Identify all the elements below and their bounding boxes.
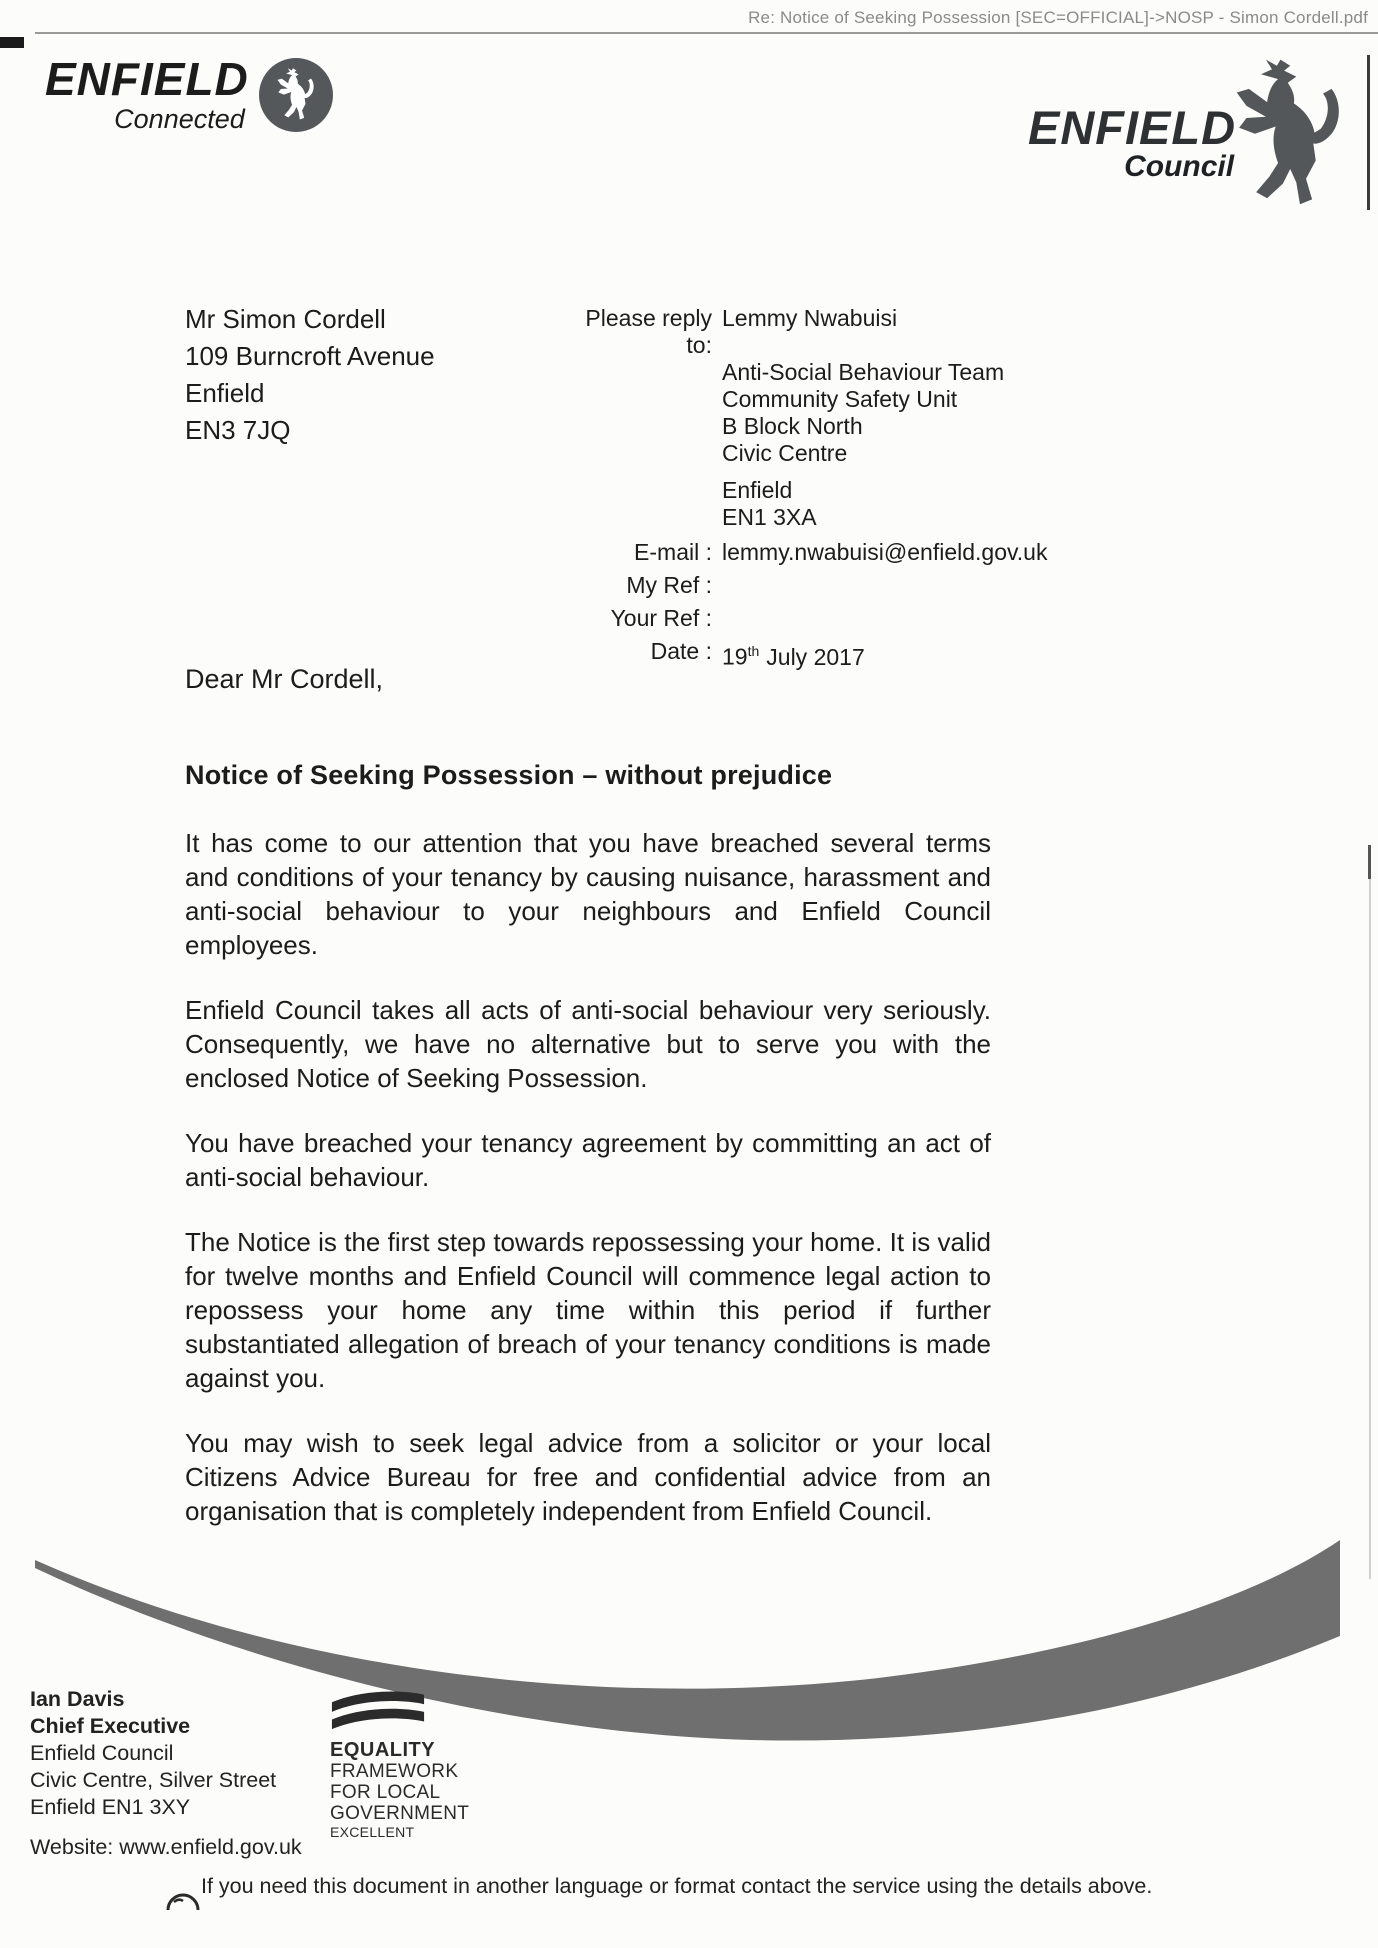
enfield-connected-logo (45, 53, 333, 134)
contact-postcode: EN1 3XA (722, 504, 817, 530)
recipient-street: 109 Burncroft Avenue (185, 341, 435, 371)
lion-badge-icon (259, 58, 333, 132)
enfield-council-wordmark: ENFIELD (1028, 101, 1237, 154)
scan-artifact-edge (1368, 845, 1371, 879)
paragraph: You have breached your tenancy agreement by committing an act of anti-social behaviour. (185, 1128, 991, 1192)
equality-line-1: EQUALITY (330, 1739, 436, 1761)
rampant-lion-icon (1225, 56, 1353, 214)
paragraph: You may wish to seek legal advice from a solicitor or your local Citizens Advice Bureau for free and confidential advice from an organisation that is completely independent from Enfield Council. (185, 1428, 991, 1526)
paragraph: The Notice is the first step towards repossessing your home. It is valid for twelve months and Enfield Council will commence legal action to repossess your home any time within this period if further substantiated allegation of breach of your tenancy conditions is made against you. (185, 1227, 991, 1393)
date-label: Date : (650, 638, 712, 664)
date-ordinal: th (747, 643, 760, 659)
document-filename: Re: Notice of Seeking Possession [SEC=OFFICIAL]->NOSP - Simon Cordell.pdf (748, 8, 1368, 27)
contact-block: B Block North (722, 413, 863, 439)
reply-to-block (562, 305, 1047, 674)
recipient-town: Enfield (185, 378, 265, 408)
scan-artifact-edge (1369, 879, 1371, 1579)
website-line: Website: www.enfield.gov.uk (30, 1835, 302, 1859)
equality-line-3: FOR LOCAL (330, 1782, 441, 1803)
signatory-postcode: Enfield EN1 3XY (30, 1795, 191, 1819)
contact-town: Enfield (722, 477, 793, 503)
double-stripe-icon (330, 1683, 426, 1735)
signatory-name: Ian Davis (30, 1687, 125, 1711)
signatory-org: Enfield Council (30, 1741, 174, 1765)
enfield-connected-wordmark: ENFIELD (45, 53, 249, 105)
contact-building: Civic Centre (722, 440, 848, 466)
globe-partial-icon (163, 1880, 203, 1910)
enfield-connected-subtitle: Connected (114, 104, 245, 134)
paragraph: It has come to our attention that you have breached several terms and conditions of your tenancy by causing nuisance, harassment and anti-social behaviour to your neighbours and Enfield Council employees. (185, 828, 991, 960)
paragraph: Enfield Council takes all acts of anti-social behaviour very seriously. Consequently, we have no alternative but to serve you with the enclosed Notice of Seeking Possession. (185, 995, 991, 1093)
contact-team: Anti-Social Behaviour Team (722, 359, 1005, 385)
your-ref-label: Your Ref : (610, 605, 712, 631)
signature-block (30, 1686, 302, 1861)
recipient-address (185, 301, 435, 449)
equality-framework-logo (330, 1683, 469, 1841)
my-ref-label: My Ref : (626, 572, 712, 598)
email-label: E-mail : (634, 539, 712, 565)
equality-line-4: GOVERNMENT (330, 1803, 470, 1824)
reply-to-label: Please reply to: (585, 305, 712, 358)
salutation: Dear Mr Cordell, (185, 664, 384, 694)
email-value: lemmy.nwabuisi@enfield.gov.uk (722, 539, 1048, 565)
subject-line: Notice of Seeking Possession – without prejudice (185, 760, 833, 790)
header-divider (35, 32, 1378, 34)
date-day: 19 (722, 643, 748, 670)
contact-name: Lemmy Nwabuisi (722, 305, 898, 331)
date-value (722, 635, 865, 674)
date-rest: July 2017 (766, 643, 865, 670)
lion-icon (274, 67, 318, 123)
letter-body (185, 826, 991, 1559)
enfield-council-subtitle: Council (1124, 150, 1235, 183)
signatory-address: Civic Centre, Silver Street (30, 1768, 277, 1792)
contact-unit: Community Safety Unit (722, 386, 958, 412)
recipient-name: Mr Simon Cordell (185, 304, 386, 334)
enfield-council-logo (1028, 101, 1237, 183)
signatory-title: Chief Executive (30, 1714, 191, 1738)
scan-artifact-corner (0, 37, 24, 48)
language-note: If you need this document in another language or format contact the service using the details above. (201, 1874, 1153, 1898)
equality-line-5: EXCELLENT (330, 1824, 415, 1840)
equality-line-2: FRAMEWORK (330, 1761, 459, 1782)
scan-artifact-edge (1367, 55, 1370, 210)
recipient-postcode: EN3 7JQ (185, 415, 291, 445)
council-crest (1225, 56, 1353, 214)
